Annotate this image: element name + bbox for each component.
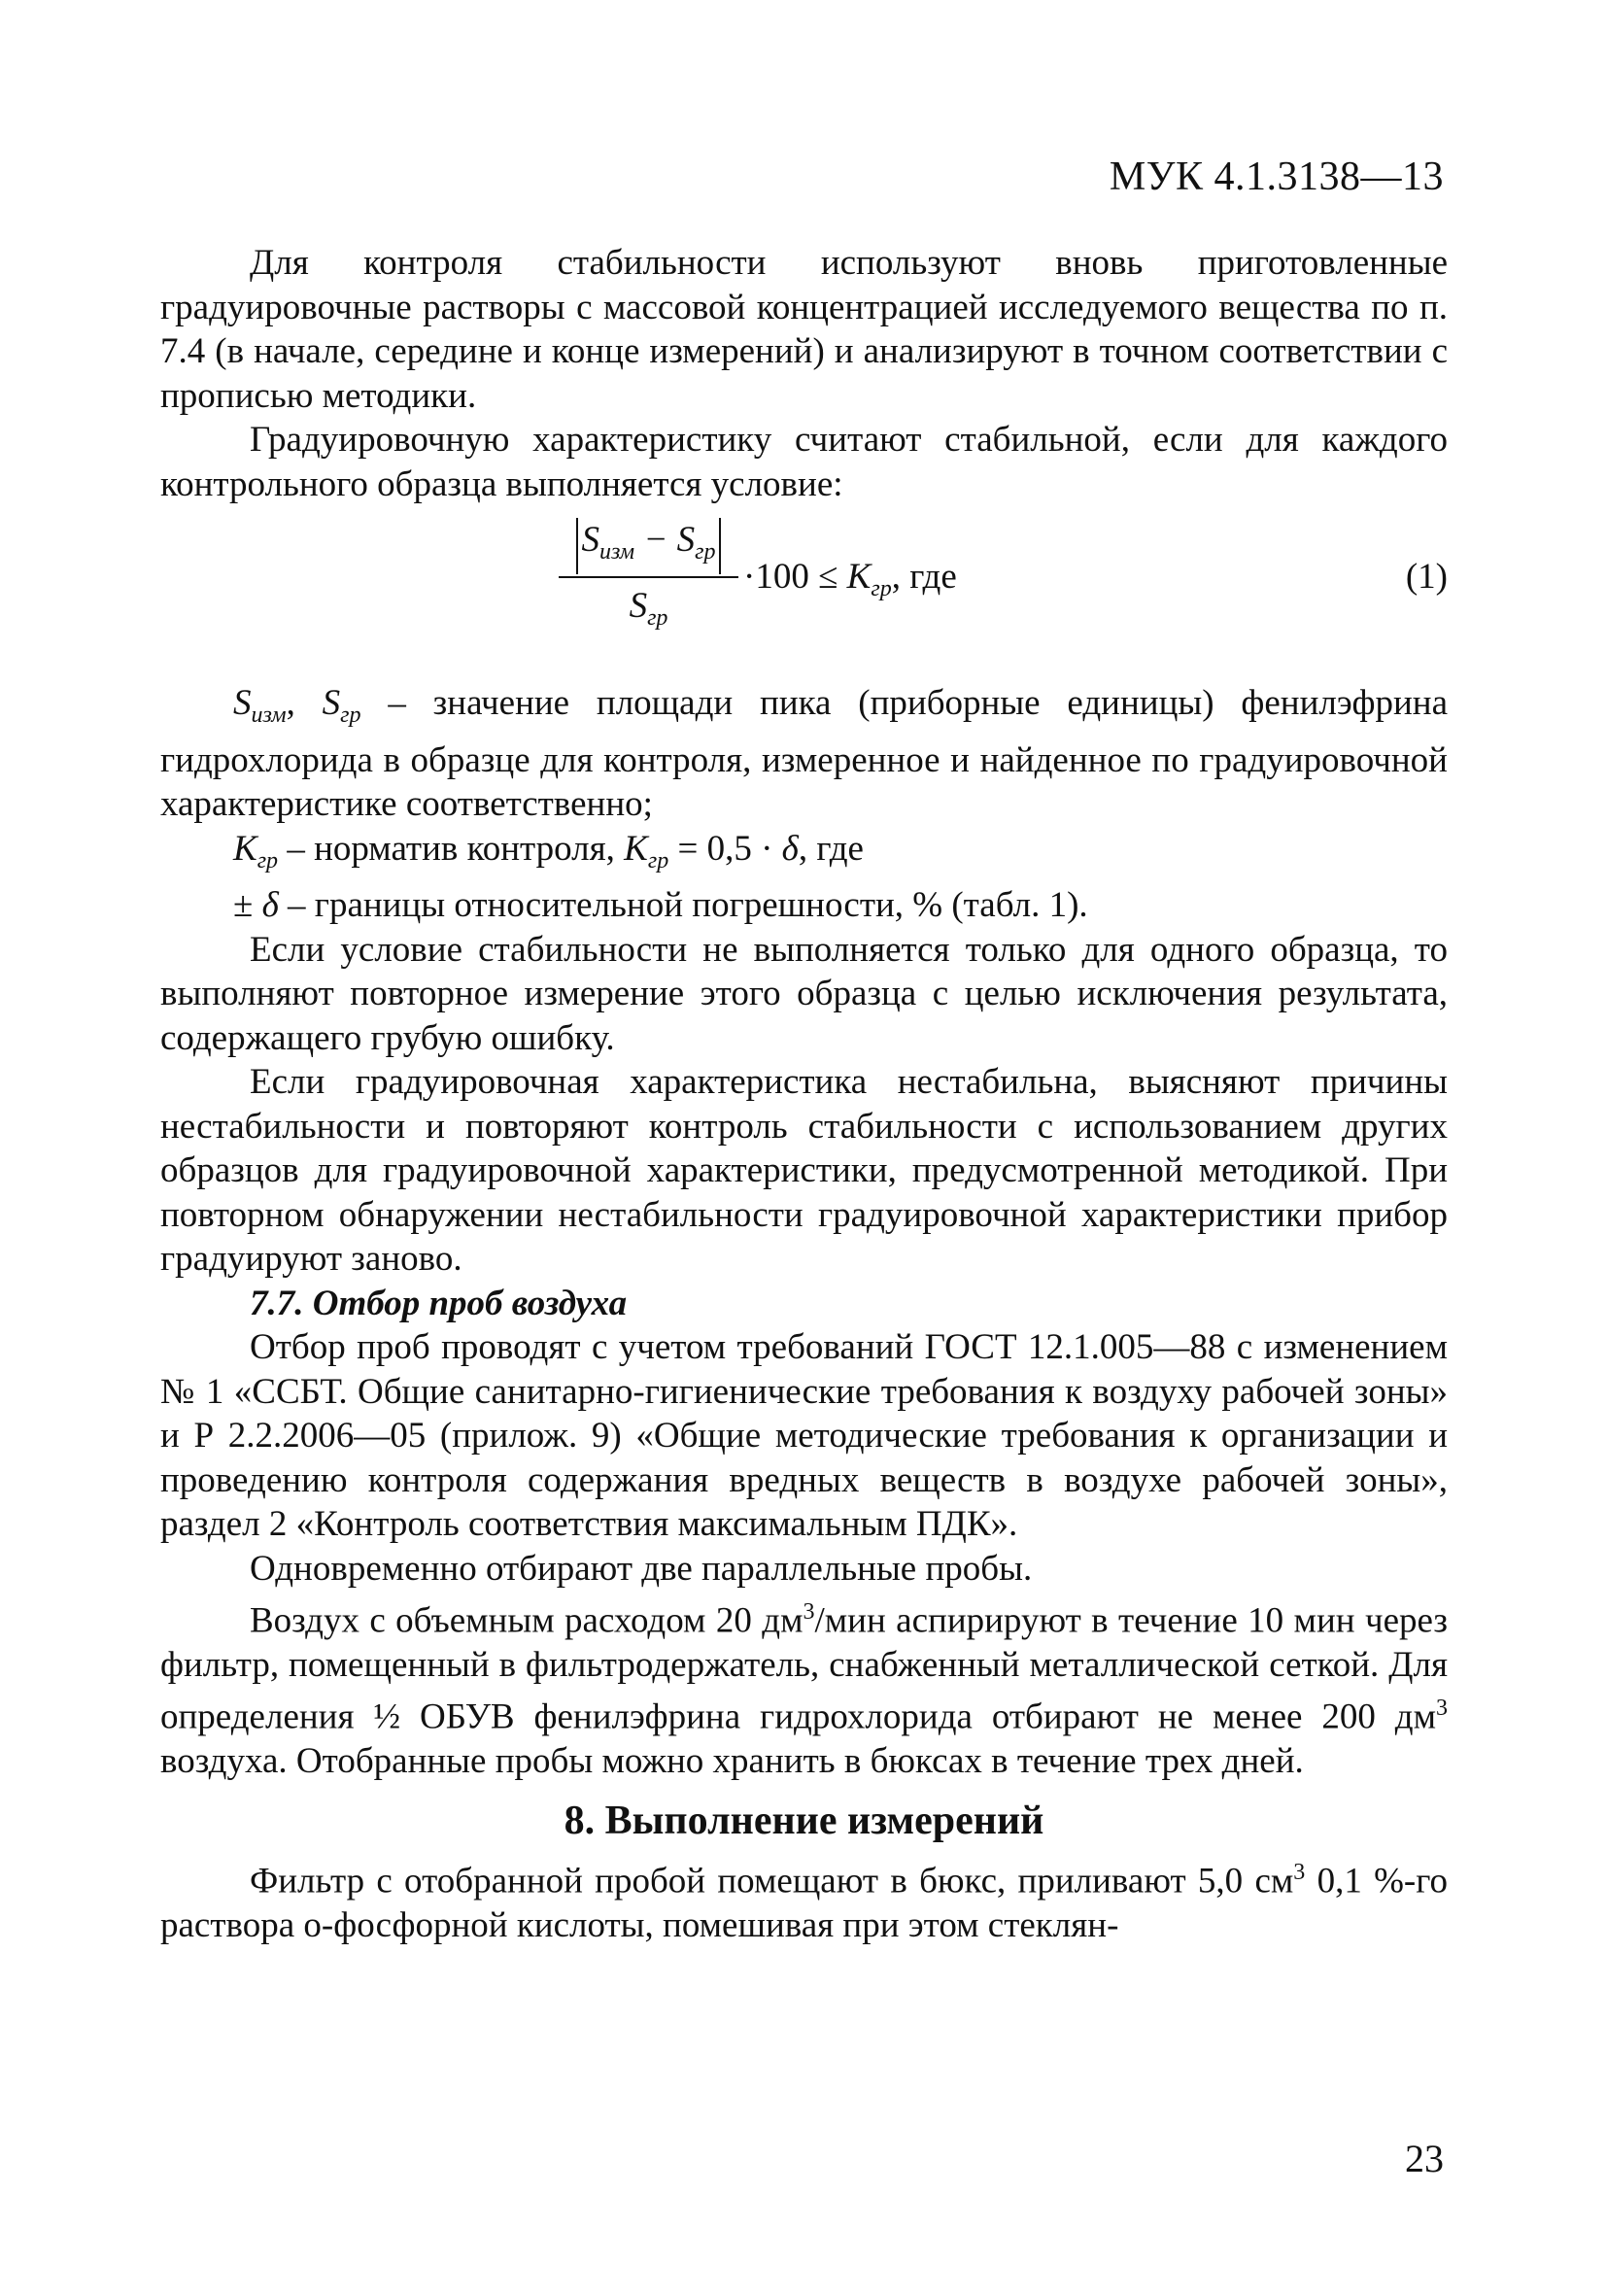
definition-delta: ± δ – границы относительной погрешности, % (табл. 1). [233, 885, 1088, 925]
paragraph-unstable-calibration: Если градуировочная характеристика нестабильна, выясняют причины нестабильности и повторяют контроль стабильности с использованием других образцов для градуировочной характеристики, предусмотренной методикой. При повторном обнаружении нестабильности градуировочной характеристики прибор градуируют заново. [160, 1062, 1448, 1279]
formula-number: (1) [1405, 557, 1448, 597]
definition-s-values: $S_{изм}$, $S_{гр}$ – значение площади пика (приборные единицы) фенилэфрина гидрохлорида в образце для контроля, измеренное и найденное по градуировочной характеристике соответственно; [160, 683, 1449, 824]
paragraph-repeat-measurement: Если условие стабильности не выполняется только для одного образца, то выполняют повторное измерение этого образца с целью исключения результата, содержащего грубую ошибку. [160, 929, 1448, 1058]
paragraph-stability-condition: Градуировочную характеристику считают стабильной, если для каждого контрольного образца выполняется условие: [160, 420, 1448, 504]
formula-1 [160, 512, 1448, 677]
page-body [160, 241, 1448, 1947]
paragraph-parallel-samples: Одновременно отбирают две параллельные пробы. [250, 1548, 1033, 1589]
document-code-header: МУК 4.1.3138—13 [1109, 154, 1444, 199]
paragraph-stability-control: Для контроля стабильности используют вновь приготовленные градуировочные растворы с массовой концентрацией исследуемого вещества по п. 7.4 (в начале, середине и конце измерений) и анализируют в точном соответствии с прописью методики. [160, 243, 1448, 416]
fraction-bar [559, 576, 738, 578]
formula-fraction [559, 518, 738, 641]
formula-rhs: $\cdot 100 \le K_{гр}$, где [743, 557, 957, 601]
section-title-7-7: 7.7. Отбор проб воздуха [250, 1283, 628, 1323]
page-number: 23 [1405, 2137, 1444, 2180]
section-title-8: 8. Выполнение измерений [564, 1798, 1044, 1843]
paragraph-air-flow: Воздух с объемным расходом 20 $дм^3$/мин аспирируют в течение 10 мин через фильтр, помещенный в фильтродержатель, снабженный металлической сеткой. Для определения ½ ОБУВ фенилэфрина гидрохлорида отбирают не менее 200 $дм^3$ воздуха. Отобранные пробы можно хранить в бюксах в течение трех дней. [160, 1599, 1448, 1782]
paragraph-filter-procedure: Фильтр с отобранной пробой помещают в бюкс, приливают 5,0 $см^3$ 0,1 %-го раствора о-фосфорной кислоты, помешивая при этом стеклян- [160, 1860, 1448, 1945]
formula-numerator: $S_{изм} - S_{гр}$ [576, 518, 722, 574]
definition-k-norm: $K_{гр}$ – норматив контроля, $K_{гр} = 0,5 \cdot \delta$, где [233, 828, 864, 874]
paragraph-sampling-requirements: Отбор проб проводят с учетом требований ГОСТ 12.1.005—88 с изменением № 1 «ССБТ. Общие санитарно-гигиенические требования к воздуху рабочей зоны» и Р 2.2.2006—05 (прилож. 9) «Общие методические требования к организации и проведению контроля содержания вредных веществ в воздухе рабочей зоны», раздел 2 «Контроль соответствия максимальным ПДК». [160, 1327, 1448, 1544]
formula-denominator: $S_{гр}$ [629, 586, 668, 631]
